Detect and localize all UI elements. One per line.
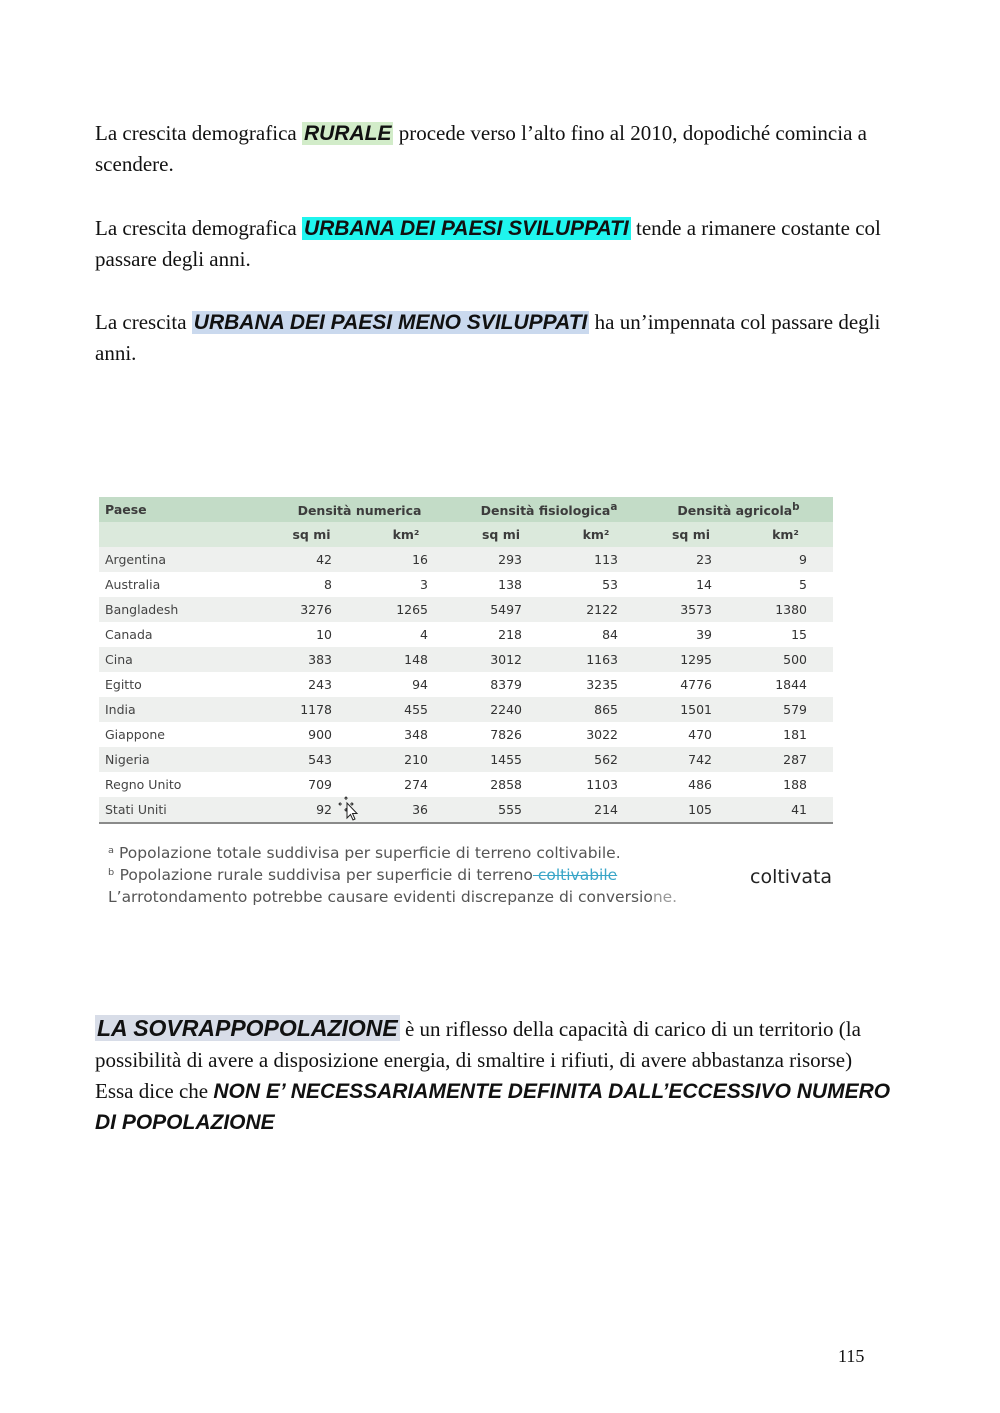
value-cell: 84: [602, 627, 618, 642]
value-cell: 3573: [680, 602, 712, 617]
table-row: [99, 697, 833, 722]
p4-text-after: è un riflesso della capacità di carico di un territorio (la possibilità di avere a disposizione energia, di smaltire i rifiuti, di avere abbastanza risorse): [95, 1017, 861, 1072]
value-cell: 3: [420, 577, 428, 592]
value-cell: 900: [308, 727, 332, 742]
value-cell: 148: [404, 652, 428, 667]
value-cell: 709: [308, 777, 332, 792]
paragraph-urbana-sviluppati: [95, 213, 895, 275]
value-cell: 486: [688, 777, 712, 792]
p1-text-before: La crescita demografica: [95, 121, 302, 145]
value-cell: 10: [316, 627, 332, 642]
value-cell: 15: [791, 627, 807, 642]
unit-header: km²: [738, 522, 833, 547]
country-cell: Stati Uniti: [99, 797, 265, 823]
p2-text-before: La crescita demografica: [95, 216, 302, 240]
value-cell: 348: [404, 727, 428, 742]
value-cell: 455: [404, 702, 428, 717]
unit-header: sq mi: [644, 522, 738, 547]
value-cell: 218: [498, 627, 522, 642]
value-cell: 1501: [680, 702, 712, 717]
value-cell: 500: [783, 652, 807, 667]
header-densita-agricola: Densità agricola$^b$: [644, 497, 833, 522]
p3-text-after: ha un’impennata col passare degli anni.: [95, 310, 881, 365]
value-cell: 42: [316, 552, 332, 567]
unit-header: sq mi: [454, 522, 548, 547]
unit-header: sq mi: [265, 522, 358, 547]
value-cell: 8379: [490, 677, 522, 692]
country-cell: Argentina: [105, 552, 166, 567]
highlight-urbana-sviluppati: URBANA DEI PAESI SVILUPPATI: [303, 217, 629, 240]
p4-line2-before: Essa dice che: [95, 1079, 214, 1103]
footnote-rounding: L’arrotondamento potrebbe causare evidenti discrepanze di conversione.: [108, 888, 678, 906]
value-cell: 2122: [586, 602, 618, 617]
value-cell: 1455: [490, 752, 522, 767]
density-table: [99, 497, 833, 824]
footnote-a: ᵃ Popolazione totale suddivisa per superficie di terreno coltivabile.: [108, 844, 621, 862]
country-cell: Regno Unito: [105, 777, 182, 792]
value-cell: 1163: [586, 652, 618, 667]
table-row: [99, 722, 833, 747]
country-cell: India: [105, 702, 136, 717]
footnote-b: ᵇ Popolazione rurale suddivisa per superficie di terreno coltivabile: [108, 866, 618, 884]
table-row: [99, 672, 833, 697]
value-cell: 274: [404, 777, 428, 792]
header-paese: Paese: [99, 497, 265, 522]
value-cell: 293: [498, 552, 522, 567]
value-cell: 94: [412, 677, 428, 692]
value-cell: 181: [783, 727, 807, 742]
value-cell: 7826: [490, 727, 522, 742]
density-table-image: [99, 497, 833, 824]
handwritten-note: coltivata: [750, 866, 833, 888]
value-cell: 1103: [586, 777, 618, 792]
country-cell: Canada: [105, 627, 153, 642]
value-cell: 3276: [300, 602, 332, 617]
country-cell: Egitto: [105, 677, 142, 692]
value-cell: 14: [696, 577, 712, 592]
value-cell: 39: [696, 627, 712, 642]
value-cell: 5: [799, 577, 807, 592]
value-cell: 53: [602, 577, 618, 592]
country-cell: Nigeria: [105, 752, 150, 767]
page-number: 115: [838, 1346, 865, 1366]
paragraph-sovrappopolazione: [95, 1013, 895, 1138]
highlight-sovrappopolazione: LA SOVRAPPOPOLAZIONE: [97, 1015, 398, 1041]
value-cell: 470: [688, 727, 712, 742]
value-cell: 742: [688, 752, 712, 767]
value-cell: 5497: [490, 602, 522, 617]
value-cell: 8: [324, 577, 332, 592]
move-cursor-icon: [338, 796, 360, 822]
value-cell: 105: [644, 797, 738, 823]
bold-statement: NON E’ NECESSARIAMENTE DEFINITA DALL’ECCESSIVO NUMERO DI POPOLAZIONE: [95, 1080, 891, 1134]
table-row: [99, 747, 833, 772]
table-row: [99, 622, 833, 647]
table-units-row: [99, 522, 833, 547]
table-row: [99, 647, 833, 672]
value-cell: 865: [594, 702, 618, 717]
value-cell: 188: [783, 777, 807, 792]
country-cell: Cina: [105, 652, 133, 667]
value-cell: 243: [308, 677, 332, 692]
value-cell: 113: [594, 552, 618, 567]
value-cell: 2240: [490, 702, 522, 717]
table-row: [99, 597, 833, 622]
value-cell: 3235: [586, 677, 618, 692]
value-cell: 579: [783, 702, 807, 717]
value-cell: 1265: [396, 602, 428, 617]
value-cell: 36: [358, 797, 454, 823]
value-cell: 3022: [586, 727, 618, 742]
country-cell: Giappone: [105, 727, 165, 742]
value-cell: 383: [308, 652, 332, 667]
value-cell: 562: [594, 752, 618, 767]
unit-header: km²: [548, 522, 644, 547]
country-cell: Australia: [105, 577, 161, 592]
paragraph-urbana-meno-sviluppati: [95, 307, 895, 369]
highlight-rurale: RURALE: [303, 122, 392, 145]
table-row: [99, 797, 833, 823]
value-cell: 555: [454, 797, 548, 823]
value-cell: 214: [548, 797, 644, 823]
p2-text-after: tende a rimanere costante col passare degli anni.: [95, 216, 881, 271]
table-header-row: [99, 497, 833, 522]
value-cell: 9: [799, 552, 807, 567]
highlight-urbana-meno-sviluppati: URBANA DEI PAESI MENO SVILUPPATI: [193, 311, 588, 334]
value-cell: 1295: [680, 652, 712, 667]
p3-text-before: La crescita: [95, 310, 192, 334]
value-cell: 138: [498, 577, 522, 592]
value-cell: 1844: [775, 677, 807, 692]
header-densita-fisiologica: Densità fisiologica$^a$: [454, 497, 644, 522]
value-cell: 3012: [490, 652, 522, 667]
header-densita-numerica: Densità numerica: [265, 497, 454, 522]
table-row: [99, 572, 833, 597]
value-cell: 16: [412, 552, 428, 567]
value-cell: 4776: [680, 677, 712, 692]
header-blank: [99, 522, 265, 547]
value-cell: 1380: [775, 602, 807, 617]
value-cell: 23: [696, 552, 712, 567]
table-row: [99, 547, 833, 572]
value-cell: 4: [420, 627, 428, 642]
value-cell: 2858: [490, 777, 522, 792]
value-cell: 210: [404, 752, 428, 767]
value-cell: 287: [783, 752, 807, 767]
struck-word: coltivabile: [532, 866, 618, 884]
paragraph-rurale: [95, 118, 895, 180]
country-cell: Bangladesh: [105, 602, 179, 617]
value-cell: 543: [308, 752, 332, 767]
p1-text-after: procede verso l’alto fino al 2010, dopodiché comincia a scendere.: [95, 121, 867, 176]
value-cell: 1178: [300, 702, 332, 717]
value-cell: 92: [265, 797, 358, 823]
unit-header: km²: [358, 522, 454, 547]
value-cell: 41: [738, 797, 833, 823]
table-row: [99, 772, 833, 797]
